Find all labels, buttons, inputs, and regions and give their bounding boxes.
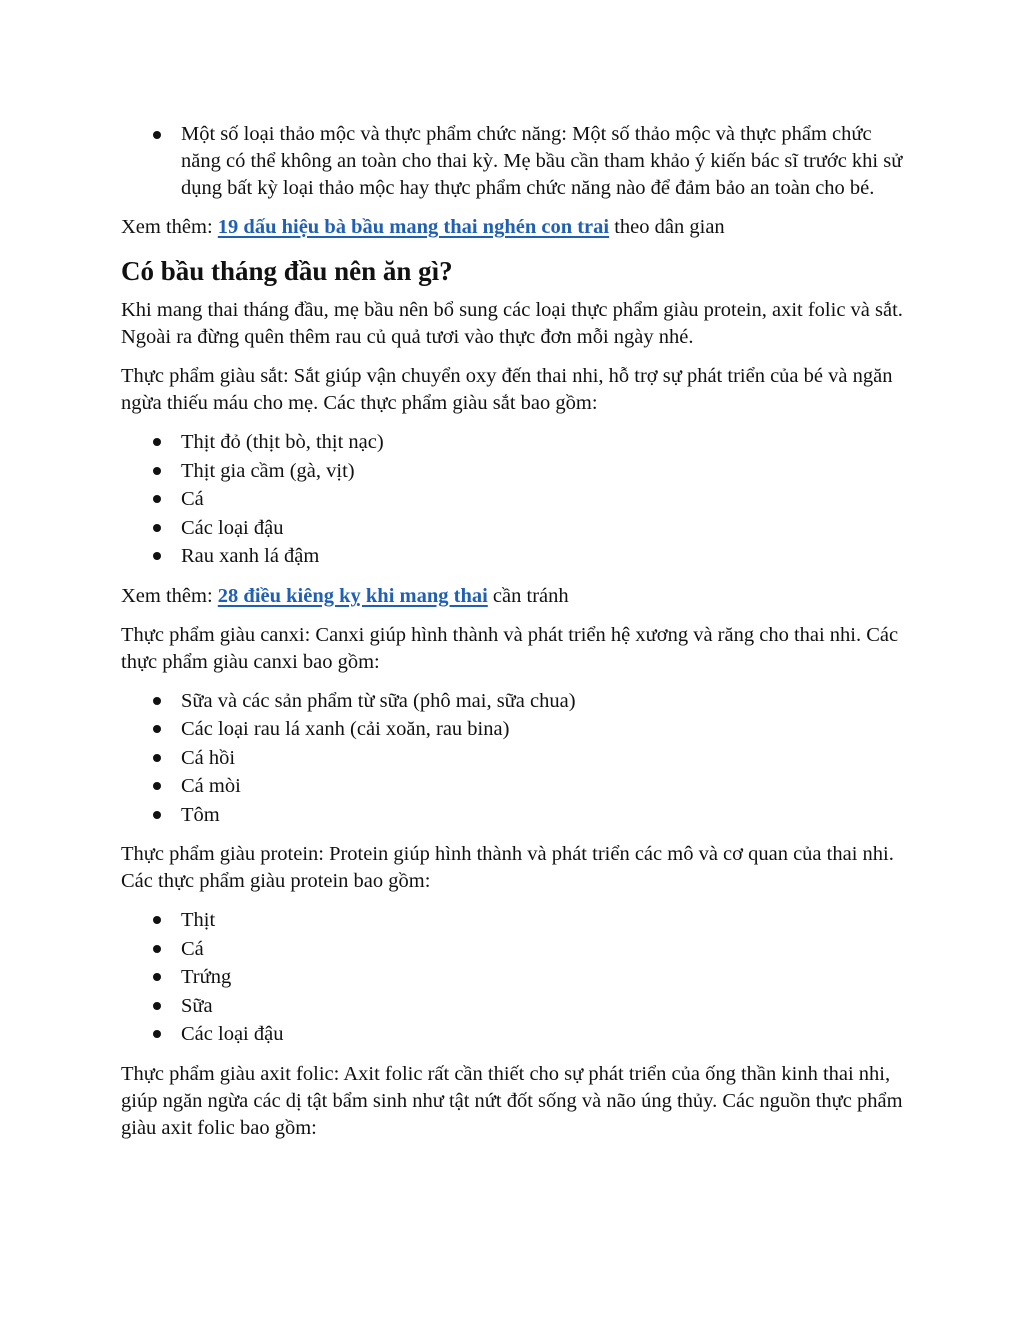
list-item: Thịt gia cầm (gà, vịt): [121, 457, 911, 486]
bullet-icon: [153, 495, 161, 503]
bullet-icon: [153, 754, 161, 762]
bullet-icon: [153, 467, 161, 475]
list-item: Sữa: [121, 992, 911, 1021]
see-also-link-2[interactable]: 28 điều kiêng kỵ khi mang thai: [217, 584, 488, 607]
list-item: Trứng: [121, 963, 911, 992]
see-also-paragraph-2: Xem thêm: 28 điều kiêng kỵ khi mang thai cần tránh: [121, 584, 569, 607]
list-item: Các loại đậu: [121, 514, 911, 543]
list-item: Cá: [121, 935, 911, 964]
see-also-link-1[interactable]: 19 dấu hiệu bà bầu mang thai nghén con trai: [217, 216, 610, 238]
intro-paragraph: Khi mang thai tháng đầu, mẹ bầu nên bổ sung các loại thực phẩm giàu protein, axit folic và sắt. Ngoài ra đừng quên thêm rau củ quả tươi vào thực đơn mỗi ngày nhé.: [121, 299, 903, 348]
herbs-list: [121, 121, 911, 202]
list-item: Thịt đỏ (thịt bò, thịt nạc): [121, 428, 911, 457]
list-item: Một số loại thảo mộc và thực phẩm chức năng: Một số thảo mộc và thực phẩm chức năng có thể không an toàn cho thai kỳ. Mẹ bầu cần tham khảo ý kiến bác sĩ trước khi sử dụng bất kỳ loại thảo mộc hay thực phẩm chức năng nào để đảm bảo an toàn cho bé.: [121, 121, 911, 202]
bullet-icon: [153, 438, 161, 446]
list-item: Cá mòi: [121, 772, 911, 801]
bullet-icon: [153, 973, 161, 981]
iron-list: [121, 428, 911, 571]
bullet-icon: [153, 725, 161, 733]
bullet-icon: [153, 811, 161, 819]
bullet-icon: [153, 1002, 161, 1010]
list-item: Cá: [121, 485, 911, 514]
list-item: Sữa và các sản phẩm từ sữa (phô mai, sữa chua): [121, 687, 911, 716]
folic-paragraph: Thực phẩm giàu axit folic: Axit folic rất cần thiết cho sự phát triển của ống thần kinh thai nhi, giúp ngăn ngừa các dị tật bẩm sinh như tật nứt đốt sống và não úng thủy. Các nguồn thực phẩm giàu axit folic bao gồm:: [121, 1062, 903, 1139]
bullet-icon: [153, 552, 161, 560]
calcium-paragraph: Thực phẩm giàu canxi: Canxi giúp hình thành và phát triển hệ xương và răng cho thai nhi. Các thực phẩm giàu canxi bao gồm:: [121, 623, 899, 673]
section-heading: Có bầu tháng đầu nên ăn gì?: [121, 256, 453, 286]
bullet-icon: [153, 697, 161, 705]
see-also-paragraph-1: Xem thêm: 19 dấu hiệu bà bầu mang thai nghén con trai theo dân gian: [121, 216, 725, 238]
bullet-icon: [153, 1030, 161, 1038]
bullet-icon: [153, 524, 161, 532]
bullet-icon: [153, 916, 161, 924]
bullet-icon: [153, 945, 161, 953]
bullet-icon: [153, 131, 161, 139]
protein-list: [121, 906, 911, 1049]
list-item: Các loại rau lá xanh (cải xoăn, rau bina): [121, 715, 911, 744]
list-item: Thịt: [121, 906, 911, 935]
list-item: Tôm: [121, 801, 911, 830]
list-item: Rau xanh lá đậm: [121, 542, 911, 571]
list-item: Các loại đậu: [121, 1020, 911, 1049]
iron-paragraph: Thực phẩm giàu sắt: Sắt giúp vận chuyển oxy đến thai nhi, hỗ trợ sự phát triển của bé và ngăn ngừa thiếu máu cho mẹ. Các thực phẩm giàu sắt bao gồm:: [121, 365, 893, 414]
protein-paragraph: Thực phẩm giàu protein: Protein giúp hình thành và phát triển các mô và cơ quan của thai nhi. Các thực phẩm giàu protein bao gồm:: [121, 843, 894, 892]
document-page: [121, 121, 911, 1142]
calcium-list: [121, 687, 911, 830]
bullet-icon: [153, 782, 161, 790]
list-item: Cá hồi: [121, 744, 911, 773]
